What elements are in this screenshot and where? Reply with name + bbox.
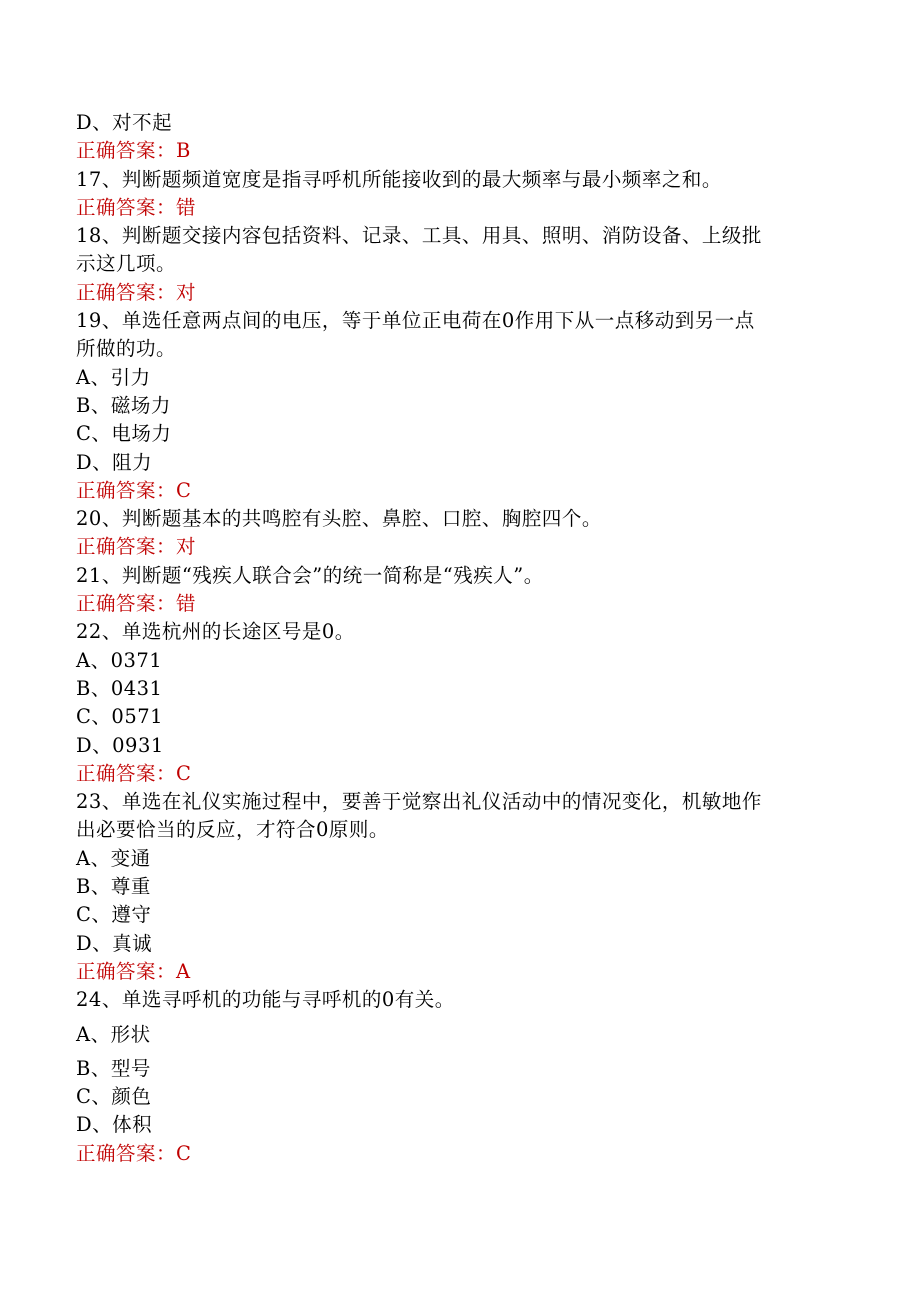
option-line: B、0431	[76, 676, 163, 700]
option-line: B、型号	[76, 1056, 151, 1080]
question-line: 22、单选杭州的长途区号是0。	[76, 620, 355, 644]
answer-line: 正确答案：C	[76, 1141, 192, 1165]
option-line: A、变通	[76, 846, 151, 870]
option-line: B、磁场力	[76, 393, 171, 417]
question-line: 所做的功。	[76, 337, 177, 361]
option-line: A、形状	[76, 1022, 151, 1046]
answer-line: 正确答案：C	[76, 478, 192, 502]
option-line: D、阻力	[76, 450, 153, 474]
option-line: D、体积	[76, 1113, 153, 1137]
option-line: D、对不起	[76, 111, 173, 134]
option-line: A、引力	[76, 365, 151, 389]
answer-line: 正确答案：A	[76, 959, 191, 983]
question-line: 20、判断题基本的共鸣腔有头腔、鼻腔、口腔、胸腔四个。	[76, 507, 602, 531]
option-line: C、0571	[76, 705, 164, 729]
option-line: C、颜色	[76, 1085, 152, 1109]
answer-line: 正确答案：错	[76, 592, 197, 616]
option-line: C、遵守	[76, 903, 152, 927]
answer-line: 正确答案：C	[76, 761, 192, 785]
document-page	[76, 109, 846, 1168]
option-line: B、尊重	[76, 875, 151, 899]
option-line: C、电场力	[76, 422, 172, 446]
answer-line: 正确答案：对	[76, 535, 197, 559]
question-line: 19、单选任意两点间的电压，等于单位正电荷在0作用下从一点移动到另一点	[76, 309, 755, 333]
answer-line: 正确答案：B	[76, 139, 191, 163]
question-line: 示这几项。	[76, 252, 177, 276]
option-line: D、真诚	[76, 931, 153, 955]
question-line: 17、判断题频道宽度是指寻呼机所能接收到的最大频率与最小频率之和。	[76, 167, 722, 191]
answer-line: 正确答案：对	[76, 280, 197, 304]
question-line: 21、判断题“残疾人联合会”的统一简称是“残疾人”。	[76, 563, 544, 587]
question-line: 23、单选在礼仪实施过程中，要善于觉察出礼仪活动中的情况变化，机敏地作	[76, 790, 762, 814]
question-line: 18、判断题交接内容包括资料、记录、工具、用具、照明、消防设备、上级批	[76, 224, 762, 248]
question-line: 24、单选寻呼机的功能与寻呼机的0有关。	[76, 988, 455, 1012]
option-line: D、0931	[76, 733, 164, 757]
option-line: A、0371	[76, 648, 163, 672]
question-line: 出必要恰当的反应，才符合0原则。	[76, 818, 389, 842]
answer-line: 正确答案：错	[76, 195, 197, 219]
